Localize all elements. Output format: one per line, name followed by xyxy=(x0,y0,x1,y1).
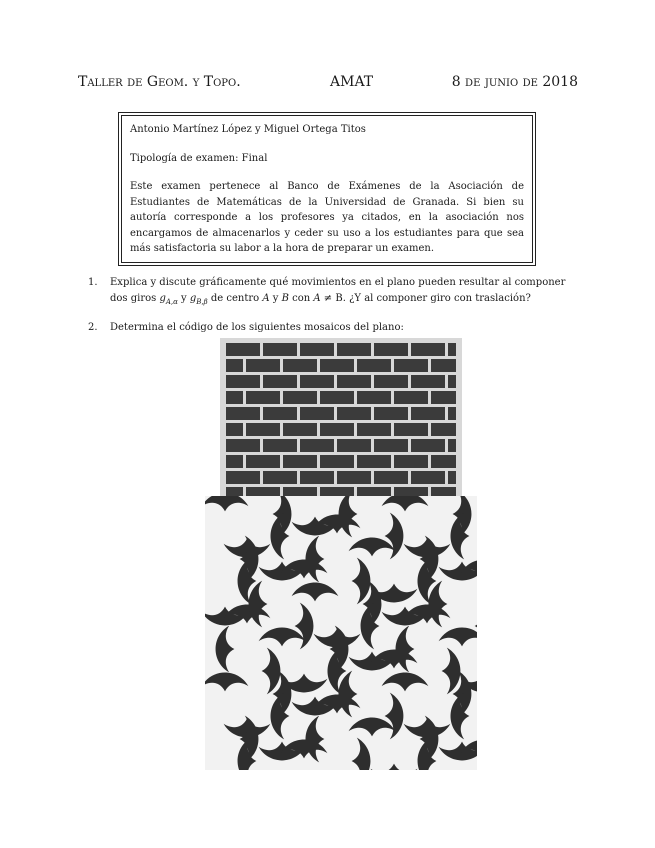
brick xyxy=(411,471,445,484)
brick xyxy=(246,359,280,372)
brick-wall-mosaic-icon xyxy=(220,338,462,496)
brick xyxy=(300,439,334,452)
brick xyxy=(337,343,371,356)
brick xyxy=(226,343,260,356)
brick xyxy=(448,439,456,452)
brick xyxy=(374,471,408,484)
brick xyxy=(431,391,456,404)
brick xyxy=(448,407,456,420)
brick xyxy=(283,455,317,468)
brick xyxy=(283,359,317,372)
brick xyxy=(300,343,334,356)
brick xyxy=(263,343,297,356)
brick xyxy=(226,407,260,420)
brick xyxy=(394,487,428,496)
brick xyxy=(448,471,456,484)
brick xyxy=(283,423,317,436)
brick xyxy=(337,407,371,420)
brick xyxy=(320,487,354,496)
brick xyxy=(226,423,243,436)
question-list xyxy=(88,275,580,346)
brick xyxy=(246,487,280,496)
brick xyxy=(300,407,334,420)
authors-line: Antonio Martínez López y Miguel Ortega Titos xyxy=(130,124,366,135)
brick xyxy=(374,375,408,388)
brick xyxy=(411,407,445,420)
brick xyxy=(283,391,317,404)
info-box xyxy=(118,112,536,266)
brick xyxy=(226,439,260,452)
exam-date: 8 de junio de 2018 xyxy=(451,74,578,90)
brick xyxy=(394,455,428,468)
brick xyxy=(431,423,456,436)
brick xyxy=(300,375,334,388)
brick xyxy=(374,407,408,420)
brick xyxy=(320,359,354,372)
crescent-tile-mosaic-icon xyxy=(205,496,477,770)
brick xyxy=(357,423,391,436)
info-box-inner xyxy=(121,115,533,263)
brick xyxy=(374,343,408,356)
brick xyxy=(411,343,445,356)
brick xyxy=(320,423,354,436)
question-text: Determina el código de los siguientes mosaicos del plano: xyxy=(110,322,404,333)
brick xyxy=(411,439,445,452)
brick xyxy=(226,375,260,388)
brick xyxy=(337,375,371,388)
brick xyxy=(226,359,243,372)
brick xyxy=(263,407,297,420)
brick xyxy=(337,471,371,484)
brick xyxy=(394,423,428,436)
brick xyxy=(448,343,456,356)
brick xyxy=(374,439,408,452)
brick xyxy=(246,455,280,468)
brick xyxy=(431,359,456,372)
description-paragraph: Este examen pertenece al Banco de Exámenes de la Asociación de Estudiantes de Matemáticas de la Universidad de Granada. Si bien su autoría corresponde a los profesores ya citados, en la asociación nos encargamos de almacenarlos y ceder su uso a los estudiantes para que sea más satisfactoria su labor a la hora de preparar un examen. xyxy=(130,181,524,254)
brick xyxy=(226,391,243,404)
brick xyxy=(226,455,243,468)
brick xyxy=(431,455,456,468)
brick xyxy=(394,391,428,404)
brick xyxy=(263,375,297,388)
brick xyxy=(394,359,428,372)
brick xyxy=(263,471,297,484)
course-title: Taller de Geom. y Topo. xyxy=(78,74,241,90)
crescent-tile-mosaic-image xyxy=(205,496,477,770)
brick xyxy=(411,375,445,388)
brick xyxy=(357,391,391,404)
brick xyxy=(320,391,354,404)
question-number: 1. xyxy=(88,277,98,288)
brick xyxy=(357,455,391,468)
brick xyxy=(226,487,243,496)
brick xyxy=(448,375,456,388)
question-text xyxy=(110,275,580,310)
question-text-content: Explica y discute gráficamente qué movimientos en el plano pueden resultar al componer dos giros $g_{A,\alpha}$ y $g_{B,\beta}$ de centro A y B con A ≠ B. ¿Y al componer giro con traslación? xyxy=(110,277,566,306)
brick xyxy=(283,487,317,496)
question-2 xyxy=(88,320,580,336)
brick xyxy=(300,471,334,484)
exam-type-line: Tipología de examen: Final xyxy=(130,152,268,164)
brick xyxy=(263,439,297,452)
brick xyxy=(357,487,391,496)
brick xyxy=(431,487,456,496)
brick xyxy=(246,423,280,436)
brick xyxy=(357,359,391,372)
question-number: 2. xyxy=(88,322,98,333)
brick xyxy=(320,455,354,468)
brick xyxy=(246,391,280,404)
brick-wall-mosaic-image xyxy=(220,338,462,496)
question-1 xyxy=(88,275,580,310)
brick xyxy=(226,471,260,484)
page-header xyxy=(78,74,578,94)
brick xyxy=(337,439,371,452)
degree-label: AMAT xyxy=(330,74,374,90)
